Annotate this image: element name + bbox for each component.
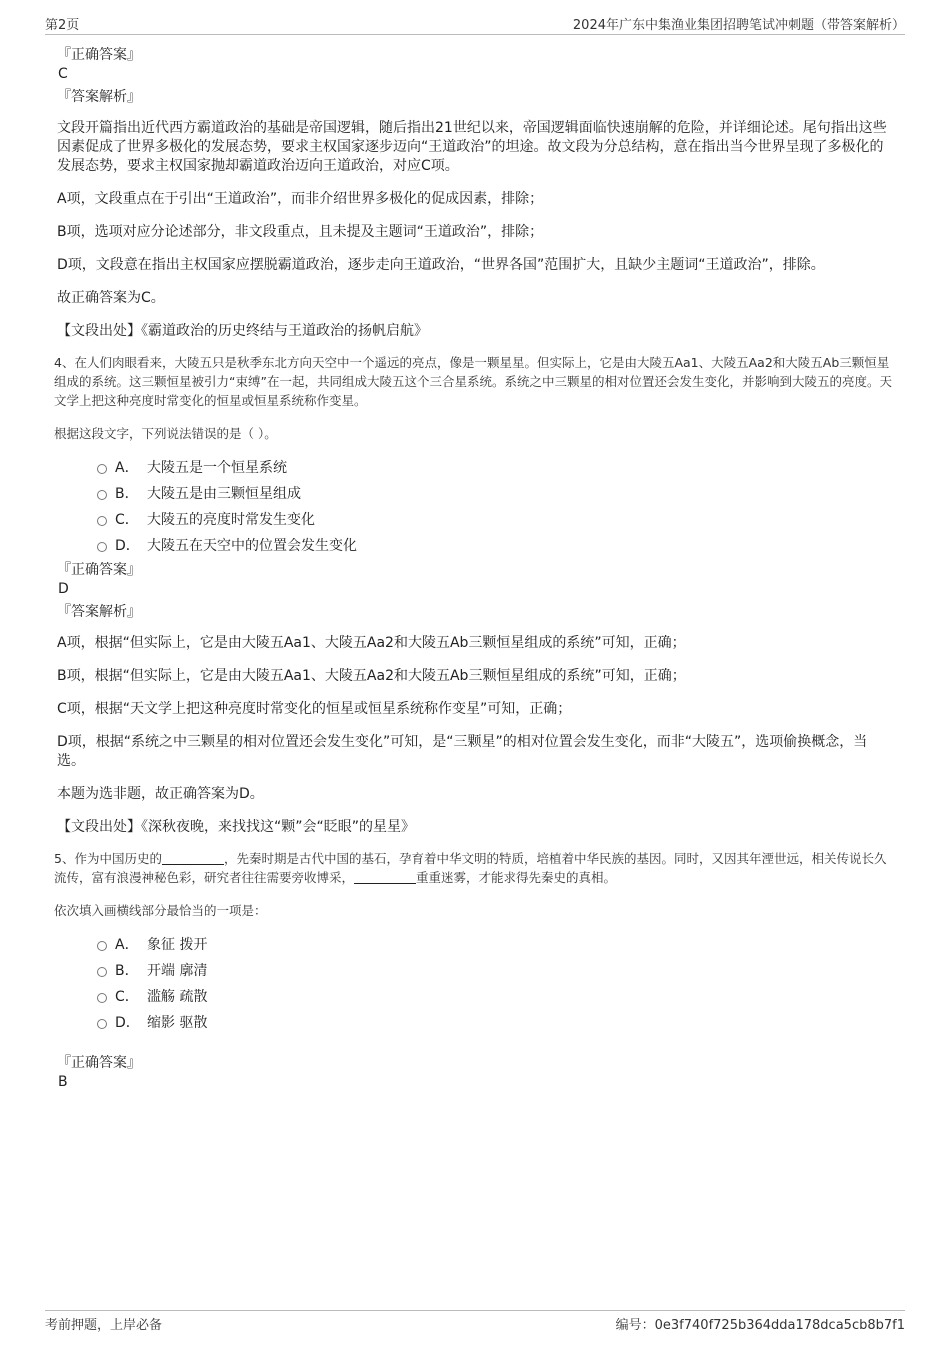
q3-analysis-para: A项，文段重点在于引出“王道政治”，而非介绍世界多极化的促成因素，排除； [57,191,544,207]
document-title: 2024年广东中集渔业集团招聘笔试冲刺题（带答案解析） [572,18,905,33]
radio-button[interactable] [97,542,107,552]
q3-answer-value: C [58,66,68,82]
fill-blank [354,869,416,884]
q3-answer-label: 『正确答案』 [57,47,141,63]
radio-button[interactable] [97,490,107,500]
q3-analysis-label: 『答案解析』 [57,89,141,105]
q3-source: 【文段出处】《霸道政治的历史终结与王道政治的扬帆启航》 [57,323,428,339]
q5-options [97,932,897,1036]
q4-answer-label: 『正确答案』 [57,562,141,578]
radio-button[interactable] [97,464,107,474]
radio-button[interactable] [97,941,107,951]
q5-section [54,849,897,1092]
q5-option-d[interactable]: D． 缩影 驱散 [97,1010,897,1036]
radio-button[interactable] [97,516,107,526]
q3-analysis-para: 文段开篇指出近代西方霸道政治的基础是帝国逻辑，随后指出21世纪以来，帝国逻辑面临快速崩解的危险，并详细论述。尾句指出这些因素促成了世界多极化的发展态势，要求主权国家逐步迈向“王道政治”的坦途。故文段为分总结构，意在指出当今世界呈现了多极化的发展态势，要求主权国家抛却霸道政治迈向王道政治，对应C项。 [57,120,887,174]
radio-button[interactable] [97,967,107,977]
fill-blank [162,850,224,865]
q5-option-c[interactable]: C． 滥觞 疏散 [97,984,897,1010]
q4-analysis-label: 『答案解析』 [57,604,141,620]
q4-analysis-para: 本题为选非题，故正确答案为D。 [57,786,264,802]
q3-analysis-para: 故正确答案为C。 [57,290,165,306]
q4-options [97,455,897,559]
q5-answer-value: B [58,1074,68,1090]
q4-option-d[interactable]: D． 大陵五在天空中的位置会发生变化 [97,533,897,559]
q5-text: 5、作为中国历史的 ，先秦时期是古代中国的基石，孕育着中华文明的特质，培植着中华民族的基因。同时，又因其年湮世远，相关传说长久流传，富有浪漫神秘色彩，研究者往往需要旁收博采， 重重迷雾，才能求得先秦史的真相。 [54,851,887,885]
page-header [45,14,905,35]
page-number: 第2页 [45,18,80,33]
q3-analysis-para: D项，文段意在指出主权国家应摆脱霸道政治，逐步走向王道政治，“世界各国”范围扩大，且缺少主题词“王道政治”，排除。 [57,257,825,273]
q5-option-a[interactable]: A． 象征 拨开 [97,932,897,958]
q4-analysis-para: A项，根据“但实际上，它是由大陵五Aa1、大陵五Aa2和大陵五Ab三颗恒星组成的系统”可知，正确； [57,635,686,651]
document-code: 编号：0e3f740f725b364dda178dca5cb8b7f1 [615,1318,905,1333]
q4-answer-value: D [58,581,69,597]
q4-text: 4、在人们肉眼看来，大陵五只是秋季东北方向天空中一个遥远的亮点，像是一颗星星。但实际上，它是由大陵五Aa1、大陵五Aa2和大陵五Ab三颗恒星组成的系统。这三颗恒星被引力“束缚”在一起，共同组成大陵五这个三合星系统。系统之中三颗星的相对位置还会发生变化，并影响到大陵五的亮度。天文学上把这种亮度时常变化的恒星或恒星系统称作变星。 [54,355,892,408]
page-footer [45,1310,905,1334]
footer-slogan: 考前押题，上岸必备 [45,1318,163,1333]
q4-option-c[interactable]: C． 大陵五的亮度时常发生变化 [97,507,897,533]
q4-analysis-para: D项，根据“系统之中三颗星的相对位置还会发生变化”可知，是“三颗星”的相对位置会发生变化，而非“大陵五”，选项偷换概念，当选。 [57,734,868,769]
q5-prompt: 依次填入画横线部分最恰当的一项是： [54,903,267,918]
q4-option-b[interactable]: B． 大陵五是由三颗恒星组成 [97,481,897,507]
q4-prompt: 根据这段文字，下列说法错误的是（ ）。 [54,426,277,441]
q4-analysis-para: C项，根据“天文学上把这种亮度时常变化的恒星或恒星系统称作变星”可知，正确； [57,701,572,717]
q5-answer-label: 『正确答案』 [57,1055,141,1071]
q3-analysis-para: B项，选项对应分论述部分，非文段重点，且未提及主题词“王道政治”，排除； [57,224,544,240]
q4-section [54,353,897,837]
q4-source: 【文段出处】《深秋夜晚，来找找这“颗”会“眨眼”的星星》 [57,819,416,835]
q3-answer-section [57,46,897,341]
page-content [54,46,897,1094]
q5-option-b[interactable]: B． 开端 廓清 [97,958,897,984]
q4-option-a[interactable]: A． 大陵五是一个恒星系统 [97,455,897,481]
q4-analysis-para: B项，根据“但实际上，它是由大陵五Aa1、大陵五Aa2和大陵五Ab三颗恒星组成的系统”可知，正确； [57,668,686,684]
radio-button[interactable] [97,1019,107,1029]
radio-button[interactable] [97,993,107,1003]
